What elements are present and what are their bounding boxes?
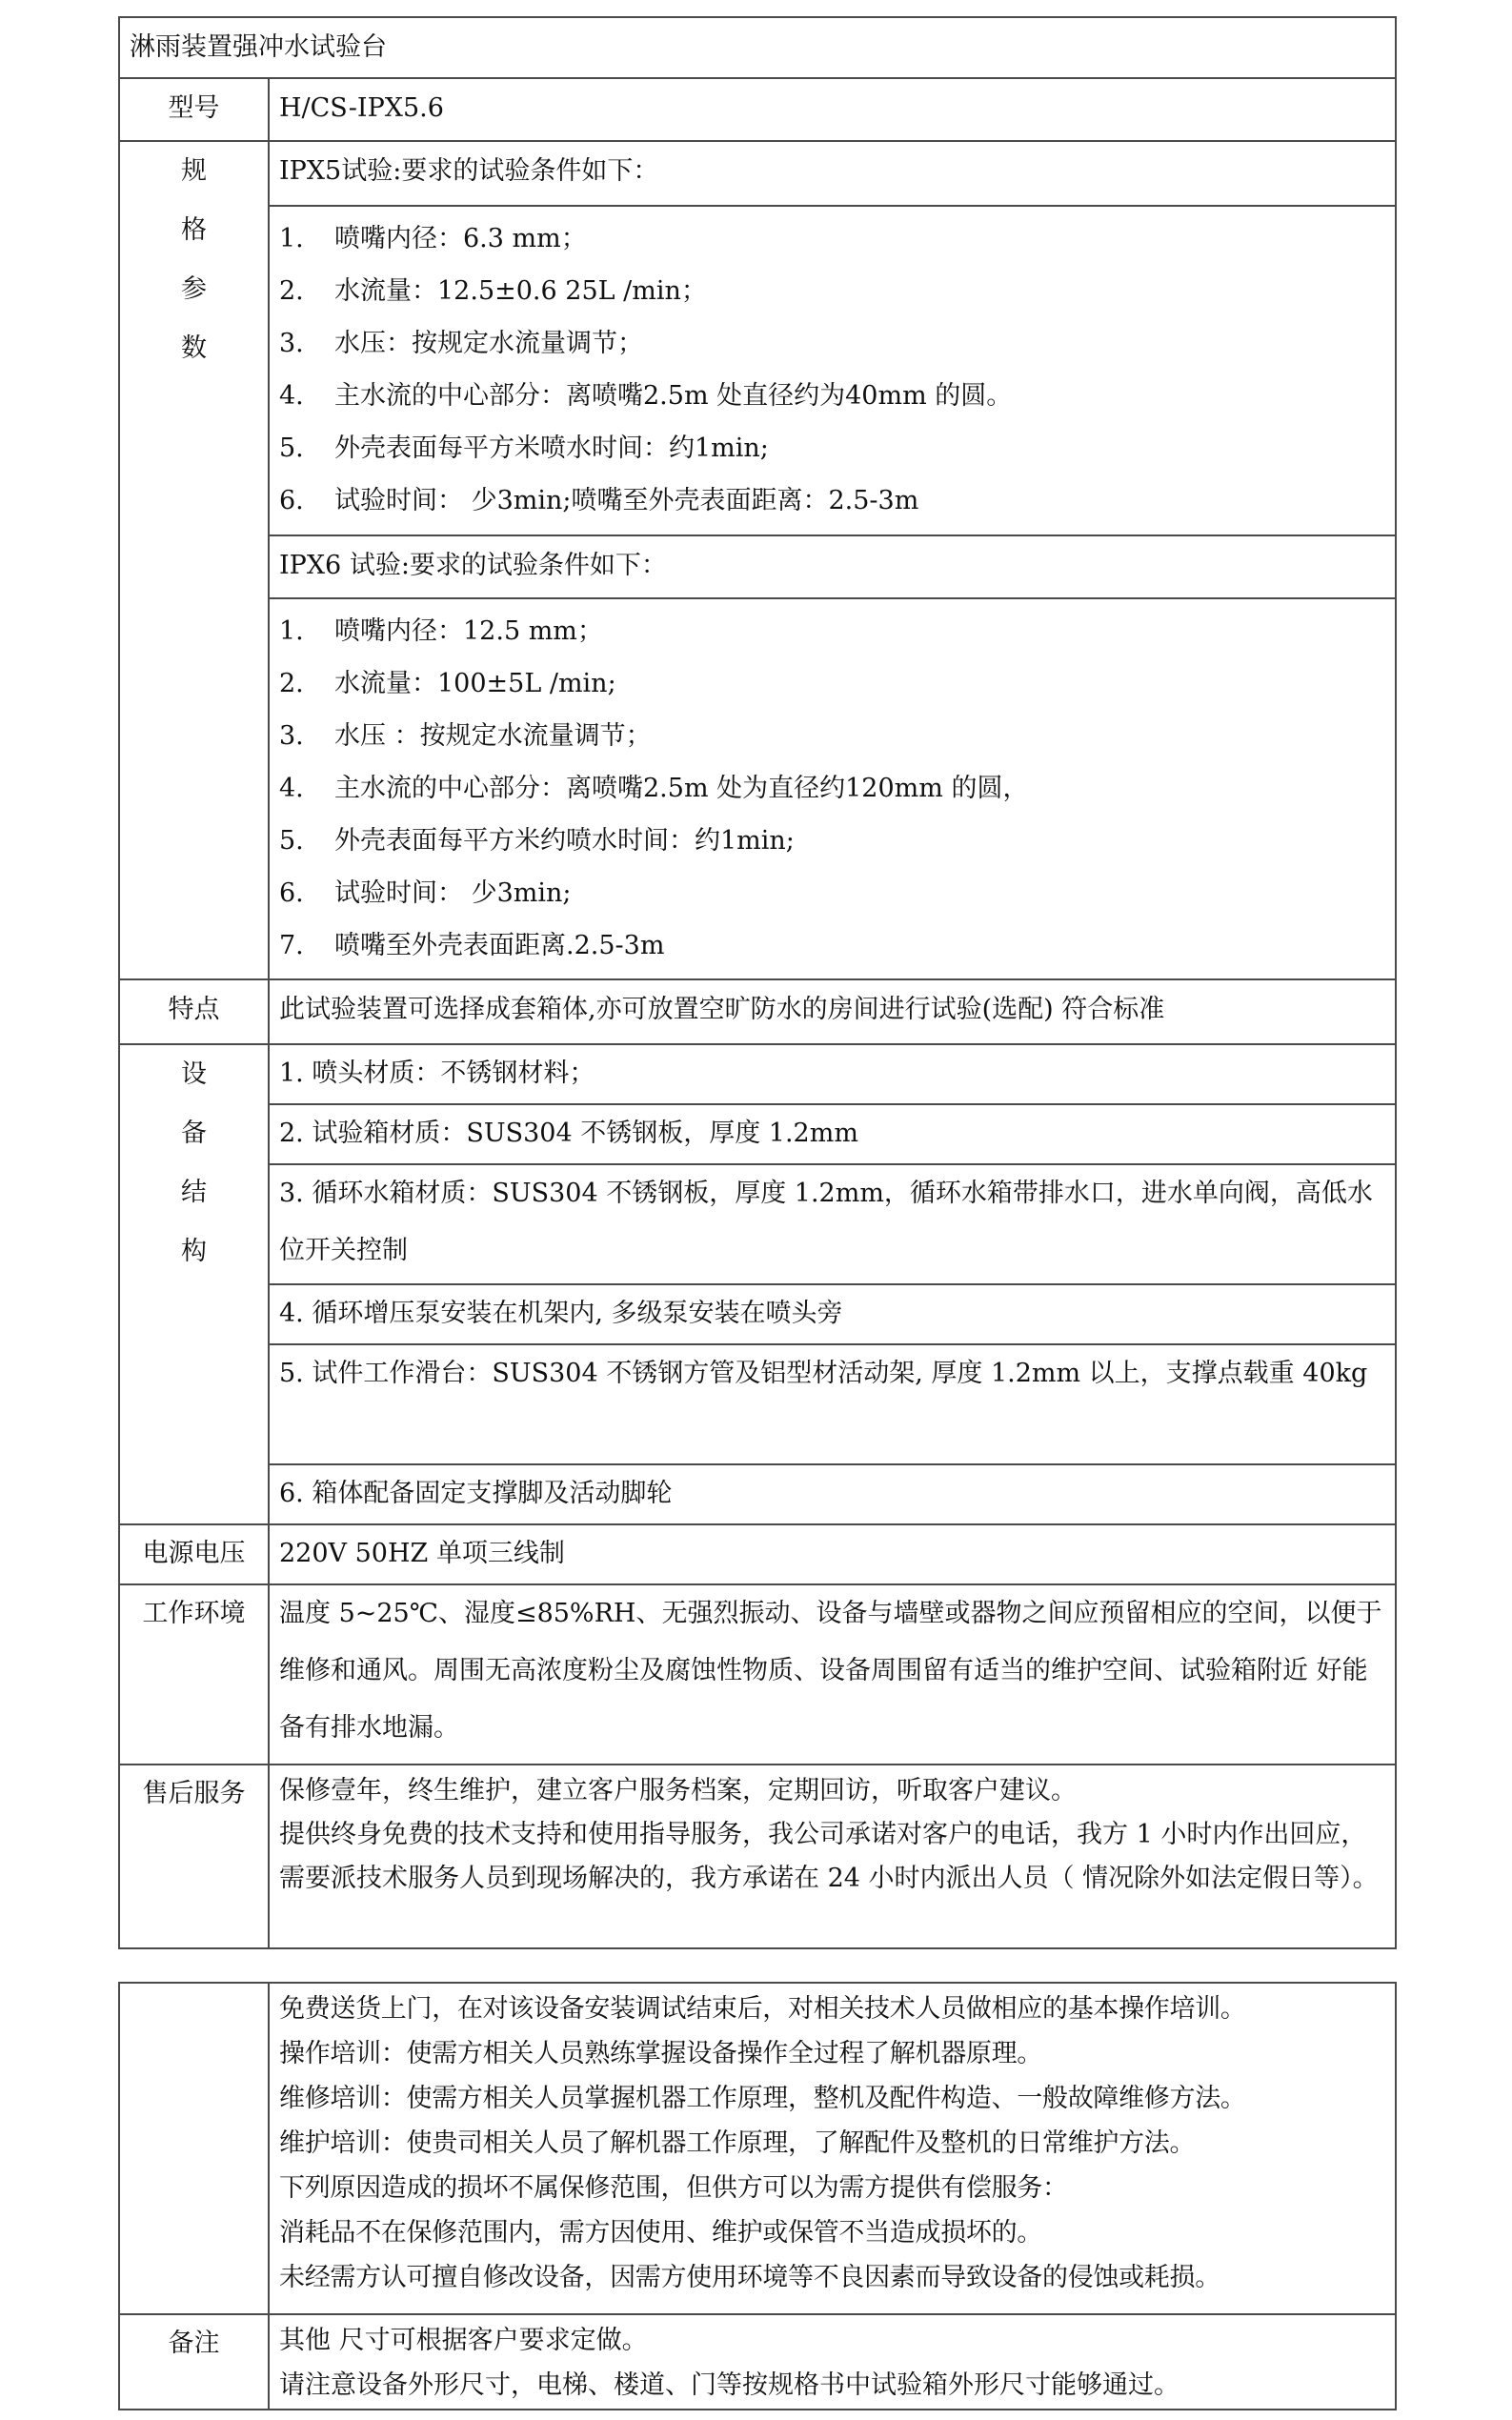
environment-text: 温度 5~25℃、湿度≤85%RH、无强烈振动、设备与墙壁或器物之间应预留相应的空间，以便于维修和通风。周围无高浓度粉尘及腐蚀性物质、设备周围留有适当的维护空间、试验箱附近 好能备有排水地漏。 <box>269 1584 1396 1765</box>
spec-table <box>118 16 1397 1949</box>
power-label: 电源电压 <box>119 1524 269 1584</box>
remarks-text <box>269 2314 1396 2410</box>
list-item: 1. 喷嘴内径：6.3 mm； <box>279 224 587 253</box>
ipx5-heading: IPX5试验:要求的试验条件如下： <box>269 141 1396 206</box>
features-label: 特点 <box>119 979 269 1044</box>
training-line: 操作培训：使需方相关人员熟练掌握设备操作全过程了解机器原理。 <box>279 2039 1042 2068</box>
specs-label-char: 规 <box>181 156 207 186</box>
list-item: 2. 水流量：12.5±0.6 25L /min； <box>279 276 707 306</box>
model-label: 型号 <box>119 78 269 141</box>
list-item: 5. 外壳表面每平方米约喷水时间：约1min; <box>279 826 795 856</box>
training-line: 下列原因造成的损坏不属保修范围，但供方可以为需方提供有偿服务： <box>279 2173 1068 2203</box>
structure-item: 2. 试验箱材质：SUS304 不锈钢板，厚度 1.2mm <box>269 1104 1396 1164</box>
structure-label <box>119 1044 269 1524</box>
structure-label-char: 构 <box>181 1237 207 1266</box>
list-item: 2. 水流量：100±5L /min; <box>279 669 616 698</box>
specs-label-char: 参 <box>181 274 207 304</box>
training-line: 免费送货上门，在对该设备安装调试结束后，对相关技术人员做相应的基本操作培训。 <box>279 1994 1246 2024</box>
remarks-label: 备注 <box>119 2314 269 2410</box>
list-item: 6. 试验时间： 少3min;喷嘴至外壳表面距离：2.5-3m <box>279 486 919 515</box>
structure-item: 6. 箱体配备固定支撑脚及活动脚轮 <box>269 1464 1396 1524</box>
training-line: 消耗品不在保修范围内，需方因使用、维护或保管不当造成损坏的。 <box>279 2218 1042 2248</box>
training-line: 维护培训：使贵司相关人员了解机器工作原理，了解配件及整机的日常维护方法。 <box>279 2128 1196 2158</box>
structure-item: 1. 喷头材质：不锈钢材料； <box>269 1044 1396 1104</box>
structure-item: 5. 试件工作滑台：SUS304 不锈钢方管及铝型材活动架, 厚度 1.2mm 以上，支撑点载重 40kg <box>269 1344 1396 1464</box>
service-text <box>269 1765 1396 1948</box>
environment-label: 工作环境 <box>119 1584 269 1765</box>
features-text: 此试验装置可选择成套箱体,亦可放置空旷防水的房间进行试验(选配) 符合标准 <box>269 979 1396 1044</box>
service-table <box>118 1982 1397 2410</box>
service-label: 售后服务 <box>119 1765 269 1948</box>
remarks-line: 请注意设备外形尺寸，电梯、楼道、门等按规格书中试验箱外形尺寸能够通过。 <box>279 2370 1179 2400</box>
structure-item: 3. 循环水箱材质：SUS304 不锈钢板，厚度 1.2mm，循环水箱带排水口，进水单向阀，高低水位开关控制 <box>269 1164 1396 1284</box>
specs-label <box>119 141 269 979</box>
training-label-cell <box>119 1983 269 2314</box>
list-item: 3. 水压：按规定水流量调节； <box>279 329 643 358</box>
service-line: 提供终身免费的技术支持和使用指导服务，我公司承诺对客户的电话，我方 1 小时内作出回应，需要派技术服务人员到现场解决的，我方承诺在 24 小时内派出人员（ 情况除外如法定假日等）。 <box>279 1820 1379 1893</box>
list-item: 3. 水压 ：按规定水流量调节； <box>279 721 652 751</box>
ipx6-heading: IPX6 试验:要求的试验条件如下： <box>269 535 1396 598</box>
structure-label-char: 设 <box>181 1059 207 1089</box>
specs-label-char: 数 <box>181 333 207 363</box>
list-item: 5. 外壳表面每平方米喷水时间：约1min; <box>279 434 769 463</box>
list-item: 7. 喷嘴至外壳表面距离.2.5-3m <box>279 931 665 960</box>
structure-item: 4. 循环增压泵安装在机架内, 多级泵安装在喷头旁 <box>269 1284 1396 1344</box>
specs-label-char: 格 <box>181 215 207 245</box>
list-item: 4. 主水流的中心部分：离喷嘴2.5m 处直径约为40mm 的圆。 <box>279 381 1013 411</box>
table-title: 淋雨装置强冲水试验台 <box>119 17 1396 78</box>
list-item: 4. 主水流的中心部分：离喷嘴2.5m 处为直径约120mm 的圆， <box>279 774 1029 803</box>
structure-label-char: 结 <box>181 1178 207 1207</box>
training-line: 未经需方认可擅自修改设备，因需方使用环境等不良因素而导致设备的侵蚀或耗损。 <box>279 2263 1220 2292</box>
list-item: 1. 喷嘴内径：12.5 mm； <box>279 616 603 646</box>
training-text <box>269 1983 1396 2314</box>
ipx6-conditions <box>269 598 1396 979</box>
training-line: 维修培训：使需方相关人员掌握机器工作原理，整机及配件构造、一般故障维修方法。 <box>279 2084 1246 2113</box>
service-line: 保修壹年，终生维护，建立客户服务档案，定期回访，听取客户建议。 <box>279 1776 1077 1805</box>
ipx5-conditions <box>269 206 1396 535</box>
remarks-line: 其他 尺寸可根据客户要求定做。 <box>279 2326 648 2355</box>
model-value: H/CS-IPX5.6 <box>269 78 1396 141</box>
structure-label-char: 备 <box>181 1119 207 1148</box>
list-item: 6. 试验时间： 少3min; <box>279 878 572 908</box>
power-value: 220V 50HZ 单项三线制 <box>269 1524 1396 1584</box>
